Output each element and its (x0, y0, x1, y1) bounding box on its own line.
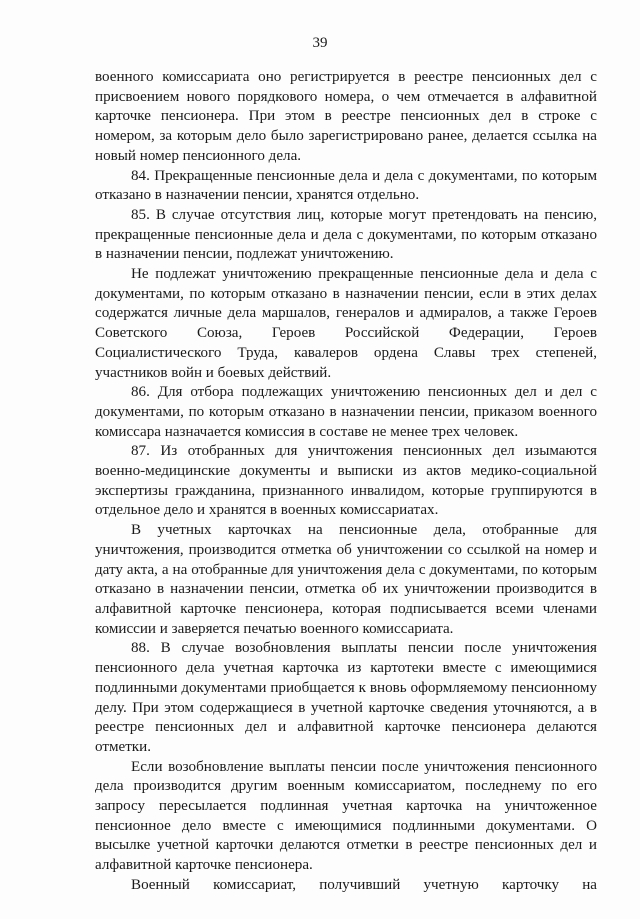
paragraph-88-continued: Военный комиссариат, получивший учетную карточку на (131, 876, 597, 893)
document-text (95, 68, 597, 896)
paragraph-88: 88. В случае возобновления выплаты пенсии после уничтожения пенсионного дела учетная карточка из картотеки вместе с имеющимися подлинными документами приобщается к вновь оформляемому пенсионному делу. При этом содержащиеся в учетной карточке сведения уточняются, а в реестре пенсионных дел и алфавитной карточке пенсионера делаются отметки. (95, 640, 597, 755)
paragraph-86: 86. Для отбора подлежащих уничтожению пенсионных дел и дел с документами, по которым отказано в назначении пенсии, приказом военного комиссара назначается комиссия в составе не менее трех человек. (95, 384, 597, 440)
paragraph-88-other-commissariat: Если возобновление выплаты пенсии после уничтожения пенсионного дела производится другим военным комиссариатом, последнему по его запросу пересылается подлинная учетная карточка на уничтоженное пенсионное дело вместе с имеющимися подлинными документами. О высылке учетной карточки делаются отметки в реестре пенсионных дел и алфавитной карточке пенсионера. (95, 758, 597, 874)
paragraph-85-exceptions: Не подлежат уничтожению прекращенные пенсионные дела и дела с документами, по которым отказано в назначении пенсии, если в этих делах содержатся личные дела маршалов, генералов и адмиралов, а также Героев Советского Союза, Героев Российской Федерации, Героев Социалистического Труда, кавалеров ордена Славы трех степеней, участников войн и боевых действий. (95, 266, 597, 381)
paragraph-85: 85. В случае отсутствия лиц, которые могут претендовать на пенсию, прекращенные пенсионные дела и дела с документами, по которым отказано в назначении пенсии, подлежат уничтожению. (95, 206, 597, 263)
paragraph-84: 84. Прекращенные пенсионные дела и дела с документами, по которым отказано в назначении пенсии, хранятся отдельно. (95, 167, 597, 204)
paragraph-87-cards: В учетных карточках на пенсионные дела, отобранные для уничтожения, производится отметка об уничтожении со ссылкой на номер и дату акта, а на отобранные для уничтожения дела с документами, по которым отказано в назначении пенсии, отметка об их уничтожении производится в алфавитной карточке пенсионера, которая подписывается всеми членами комиссии и заверяется печатью военного комиссариата. (95, 522, 597, 637)
paragraph-87: 87. Из отобранных для уничтожения пенсионных дел изымаются военно-медицинские документы и выписки из актов медико-социальной экспертизы гражданина, признанного инвалидом, которые группируются в отдельное дело и хранятся в военных комиссариатах. (95, 443, 597, 519)
page-number: 39 (312, 35, 328, 51)
paragraph-continuation: военного комиссариата оно регистрируется в реестре пенсионных дел с присвоением нового порядкового номера, о чем отмечается в алфавитной карточке пенсионера. При этом в реестре пенсионных дел в строке с номером, за которым дело было зарегистрировано ранее, делается ссылка на новый номер пенсионного дела. (95, 69, 597, 164)
